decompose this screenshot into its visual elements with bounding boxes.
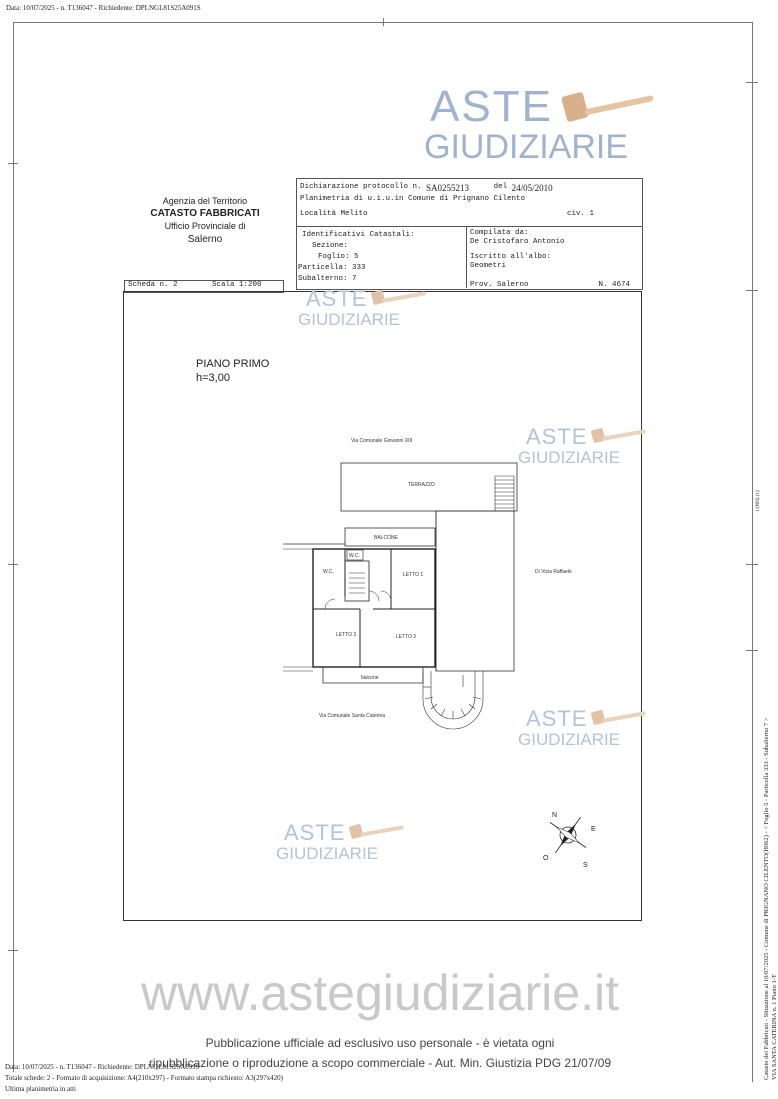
protocollo-number: SA0255213	[426, 183, 470, 193]
subalterno-line: Subalterno: 7	[298, 275, 357, 283]
sheet-left-border	[13, 22, 14, 1072]
right-tick	[746, 564, 758, 565]
letto2-label: LETTO 2	[396, 634, 417, 640]
compass-o: O	[543, 855, 549, 862]
publication-line2: ripubblicazione o riproduzione a scopo commerciale - Aut. Min. Giustizia PDG 21/07/09	[148, 1056, 612, 1070]
balcone-bottom-label: balcone	[361, 675, 379, 681]
stair-hatch	[495, 476, 514, 511]
gavel-icon	[590, 426, 650, 446]
footer-totale-line: Totale schede: 2 - Formato di acquisizione: A4(210x297) - Formato stampa richiesto: A3(297x420)	[5, 1074, 283, 1082]
side-small-code: 1/(NN) (1)	[756, 490, 761, 512]
stairwell	[345, 561, 369, 601]
compilata-title: Compilata da:	[470, 229, 529, 237]
declaration-divider	[296, 226, 642, 227]
agency-line1: Agenzia del Territorio	[162, 196, 248, 206]
watermark-giudiziarie-text: GIUDIZIARIE	[276, 844, 379, 863]
aste-watermark-logo	[420, 82, 660, 172]
del-label: del	[493, 183, 508, 191]
side-vertical-main: Catasto dei Fabbricati - Situazione al 10/07/2025 - Comune di PRIGNANO CILENTO(H062) - < Foglio 5 - Particella 333 - Subalterno 7 >	[763, 717, 770, 1080]
letto1-label: LETTO 1	[403, 572, 424, 578]
gavel-icon	[590, 708, 650, 728]
watermark-giudiziarie-text: GIUDIZIARIE	[518, 448, 621, 467]
compass-n: N	[552, 812, 558, 819]
localita-line: Località Melito	[300, 210, 368, 218]
sheet-right-border	[752, 22, 753, 1082]
agency-line3: Ufficio Provinciale di	[164, 221, 246, 231]
declaration-row1	[300, 180, 553, 191]
right-tick	[746, 290, 758, 291]
iscritto-label: Iscritto all'albo:	[470, 253, 552, 261]
compilata-name: De Cristofaro Antonio	[470, 238, 565, 246]
agency-block	[130, 196, 280, 245]
gavel-icon	[560, 88, 660, 128]
terrazzo-label: TERRAZZO	[408, 482, 435, 488]
identificativi-title: Identificativi Catastali:	[302, 231, 415, 239]
watermark-aste-text: ASTE	[526, 424, 588, 449]
watermark-giudiziarie-text: GIUDIZIARIE	[518, 730, 621, 749]
aste-watermark-mid	[518, 424, 658, 474]
prov-value: Prov. Salerno	[470, 281, 529, 289]
footer-data-line: Data: 10/07/2025 - n. T136047 - Richiedente: DPLNGL81S25A091S	[5, 1063, 200, 1071]
scheda-label: Scheda n. 2	[128, 281, 178, 289]
sezione-line: Sezione:	[312, 242, 349, 250]
right-tick	[746, 82, 758, 83]
declaration-vertical-divider	[466, 226, 467, 288]
side-vertical-sub: VIA SANTA CATERINA n. 1 Piano 1-T	[771, 974, 778, 1080]
protocollo-label: Dichiarazione protocollo n.	[300, 183, 422, 191]
wc-label-1: W.C.	[323, 569, 334, 575]
watermark-giudiziarie-text: GIUDIZIARIE	[424, 128, 629, 166]
wc-label-2: W.C.	[349, 553, 360, 559]
scala-label: Scala 1:200	[212, 281, 262, 289]
letto3-label: LETTO 3	[336, 632, 357, 638]
piano-label: PIANO PRIMO	[196, 358, 270, 370]
compass-e: E	[591, 826, 596, 833]
agency-line2: CATASTO FABBRICATI	[150, 208, 260, 219]
via-top-label: Via Comunale Giovanni XIII	[351, 438, 413, 444]
prov-row	[470, 281, 630, 290]
gavel-icon	[348, 822, 408, 842]
particella-line: Particella: 333	[298, 264, 366, 272]
foglio-line: Foglio: 5	[318, 253, 359, 261]
identificativi-block	[298, 230, 415, 285]
planimetria-line: Planimetria di u.i.u.in Comune di Prignano Cilento	[300, 195, 526, 203]
left-tick	[8, 163, 18, 164]
left-tick	[8, 950, 18, 951]
right-tick	[746, 650, 758, 651]
compass-s: S	[583, 862, 588, 869]
watermark-aste-text: ASTE	[526, 706, 588, 731]
top-tick	[383, 18, 384, 26]
di-vizia-label: Di Vizia Raffaele	[535, 569, 572, 575]
del-date: 24/05/2010	[511, 183, 553, 193]
spiral-stair	[423, 671, 483, 729]
adjacent-property	[436, 511, 514, 671]
albo-value: Geometri	[470, 262, 507, 270]
aste-watermark-bottom	[276, 820, 416, 870]
altezza-label: h=3,00	[196, 372, 230, 384]
num-value: N. 4674	[598, 281, 630, 289]
aste-watermark-lower	[518, 706, 658, 756]
via-bottom-label: Via Comunale Santa Caterina	[319, 713, 386, 719]
site-watermark: www.astegiudiziarie.it	[141, 965, 619, 1021]
footer-ultima-line: Ultima planimetria in atti	[5, 1085, 76, 1093]
apartment-outline	[313, 549, 435, 667]
compilata-block	[470, 229, 640, 290]
civ-line: civ. 1	[567, 210, 595, 218]
publication-line1: Pubblicazione ufficiale ad esclusivo uso personale - è vietata ogni	[205, 1036, 555, 1050]
agency-line4: Salerno	[187, 234, 223, 245]
header-top-line: Data: 10/07/2025 - n. T136047 - Richiedente: DPLNGL81S25A091S	[6, 4, 201, 12]
watermark-giudiziarie-text: GIUDIZIARIE	[298, 310, 401, 329]
watermark-aste-text: ASTE	[430, 82, 553, 131]
left-tick	[8, 564, 18, 565]
balcone-top-label: BALCONE	[374, 535, 398, 541]
watermark-aste-text: ASTE	[306, 286, 368, 311]
watermark-aste-text: ASTE	[284, 820, 346, 845]
